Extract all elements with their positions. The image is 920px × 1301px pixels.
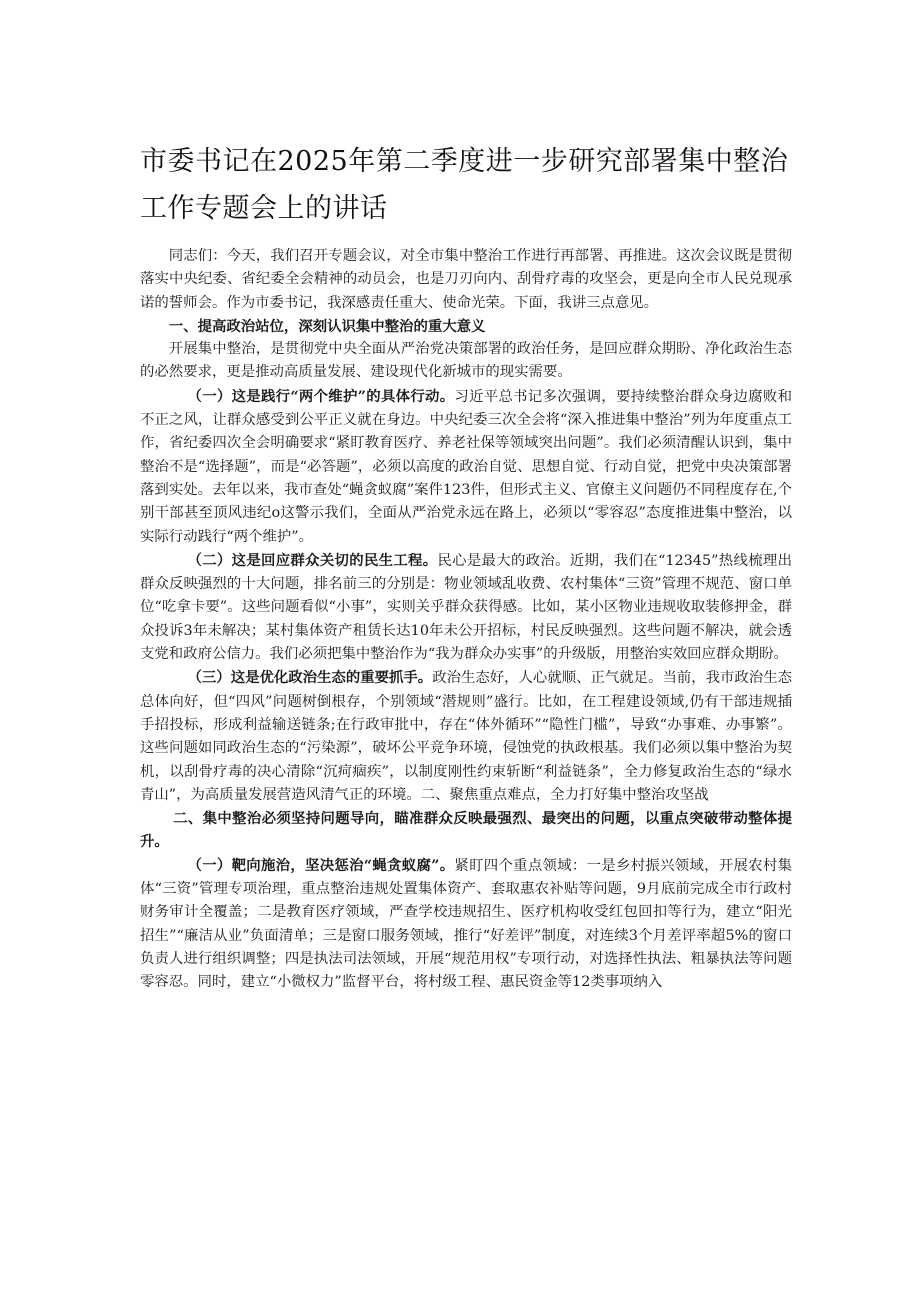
section-1-heading: 一、提高政治站位，深刻认识集中整治的重大意义 — [168, 317, 486, 335]
section-1-item-2-heading: （二）这是回应群众关切的民生工程。 — [187, 551, 438, 569]
section-2-item-1 — [140, 854, 792, 995]
section-1-item-3-text: 政治生态好，人心就顺、正气就足。当前，我市政治生态总体向好，但“四风”问题树倒根存，个别领域“潜规则”盛行。比如，在工程建设领域,仍有干部违规插手招投标，形成利益输送链条;在行政审批中，存在“体外循环”“隐性门槛”，导致“办事难、办事繁”。这些问题如同政治生态的“污染源”，破坏公平竞争环境，侵蚀党的执政根基。我们必须以集中整治为契机，以刮骨疗毒的决心清除“沉疴痼疾”，以制度刚性约束斩断“利益链条”，全力修复政治生态的“绿水青山”，为高质量发展营造风清气正的环境。二、聚焦重点难点，全力打好集中整治攻坚战 — [140, 670, 792, 803]
section-1-item-1-heading: （一）这是践行“两个维护”的具体行动。 — [187, 387, 455, 405]
section-1-lead: 开展集中整治，是贯彻党中央全面从严治党决策部署的政治任务，是回应群众期盼、净化政治生态的必然要求，更是推动高质量发展、建设现代化新城市的现实需要。 — [140, 341, 792, 381]
section-1-item-1 — [140, 385, 792, 549]
section-1-item-1-text: 习近平总书记多次强调，要持续整治群众身边腐败和不正之风，让群众感受到公平正义就在身边。中央纪委三次全会将“深入推进集中整治”列为年度重点工作，省纪委四次全会明确要求“紧盯教育医疗、养老社保等领域突出问题”。我们必须清醒认识到，集中整治不是“选择题”，而是“必答题”，必须以高度的政治自觉、思想自觉、行动自觉，把党中央决策部署落到实处。去年以来，我市查处“蝇贪蚁腐”案件123件，但形式主义、官僚主义问题仍不同程度存在,个别干部甚至顶风违纪o这警示我们，全面从严治党永远在路上，必须以“零容忍”态度推进集中整治，以实际行动践行“两个维护”。 — [140, 388, 792, 545]
section-1-item-3 — [140, 666, 792, 807]
section-1-item-2 — [140, 549, 792, 666]
section-1-item-3-heading: （三）这是优化政治生态的重要抓手。 — [187, 669, 433, 687]
document-body — [140, 245, 792, 995]
document-title: 市委书记在2025年第二季度进一步研究部署集中整治工作专题会上的讲话 — [140, 146, 789, 224]
intro-paragraph: 同志们：今天，我们召开专题会议，对全市集中整治工作进行再部署、再推进。这次会议既是贯彻落实中央纪委、省纪委全会精神的动员会，也是刀刃向内、刮骨疗毒的攻坚会，更是向全市人民兑现承诺的誓师会。作为市委书记，我深感责任重大、使命光荣。下面，我讲三点意见。 — [140, 248, 792, 311]
section-2-item-1-heading: （一）靶向施治，坚决惩治“蝇贪蚁腐”。 — [187, 856, 455, 874]
section-2-heading: 二、集中整治必须坚持问题导向，瞄准群众反映最强烈、最突出的问题，以重点突破带动整体提升。 — [140, 810, 792, 851]
section-2-item-1-text: 紧盯四个重点领域：一是乡村振兴领域，开展农村集体“三资”管理专项治理，重点整治违规处置集体资产、套取惠农补贴等问题，9月底前完成全市行政村财务审计全覆盖；二是教育医疗领域，严查学校违规招生、医疗机构收受红包回扣等行为，建立“阳光招生”“廉洁从业”负面清单；三是窗口服务领域，推行“好差评”制度，对连续3个月差评率超5%的窗口负责人进行组织调整；四是执法司法领域，开展“规范用权”专项行动，对选择性执法、粗暴执法等问题零容忍。同时，建立“小微权力”监督平台，将村级工程、惠民资金等12类事项纳入 — [140, 857, 792, 991]
section-1-item-2-text: 民心是最大的政治。近期，我们在“12345”热线梳理出群众反映强烈的十大问题，排名前三的分别是：物业领域乱收费、农村集体“三资”管理不规范、窗口单位“吃拿卡要”。这些问题看似“小事”，实则关乎群众获得感。比如，某小区物业违规收取装修押金，群众投诉3年未解决；某村集体资产租赁长达10年未公开招标，村民反映强烈。这些问题不解决，就会透支党和政府公信力。我们必须把集中整治作为“我为群众办实事”的升级版，用整治实效回应群众期盼。 — [140, 552, 792, 663]
